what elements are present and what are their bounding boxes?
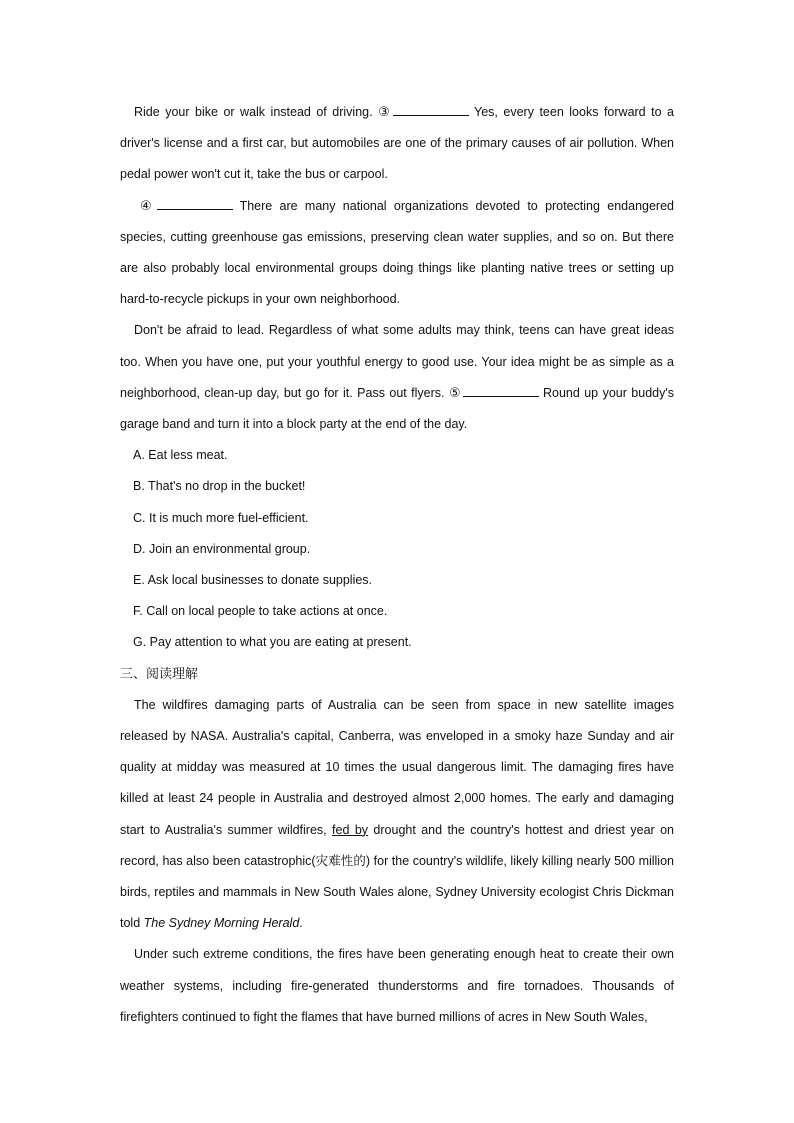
option-b: B. That's no drop in the bucket! <box>133 479 306 494</box>
paragraph-lead <box>120 315 674 440</box>
newspaper-title: The Sydney Morning Herald <box>143 916 300 931</box>
paragraph-groups <box>120 191 674 316</box>
paragraph-groups-text: There are many national organizations devoted to protecting endangered species, cutting greenhouse gas emissions, preserving clean water supplies, and so on. But there are also probably local environmental groups doing things like planting native trees or setting up hard-to-recycle pickups in your own neighborhood. <box>120 198 674 307</box>
option-d: D. Join an environmental group. <box>133 541 311 556</box>
paragraph-lead-text-1: Don't be afraid to lead. Regardless of what some adults may think, teens can have great ideas too. When you have one, put your youthful energy to good use. Your idea might be as simple as a neighborhood, clean-up day, but go for it. Pass out flyers. <box>120 323 674 400</box>
blank-number-3: ③ <box>378 105 392 120</box>
reading-p1-text-2: drought and the country's hottest and driest year on record, has also been catastrophic(灾难性的) for the country's wildlife, likely killing nearly 500 million birds, reptiles and mammals in New South Wales alone, Sydney University ecologist Chris Dickman told <box>120 822 674 931</box>
reading-paragraph-1 <box>120 690 674 940</box>
document-page <box>120 97 674 1033</box>
paragraph-lead-text-2: Round up your buddy's garage band and turn it into a block party at the end of the day. <box>120 385 674 432</box>
underlined-phrase: fed by <box>332 822 369 837</box>
paragraph-bike-text-1: Ride your bike or walk instead of driving. <box>134 105 379 119</box>
option-g: G. Pay attention to what you are eating at present. <box>133 635 412 650</box>
option-e: E. Ask local businesses to donate supplies. <box>133 573 373 588</box>
option-f: F. Call on local people to take actions at once. <box>133 604 388 619</box>
reading-paragraph-2: Under such extreme conditions, the fires have been generating enough heat to create their own weather systems, including fire-generated thunderstorms and fire tornadoes. Thousands of firefighters continued to fight the flames that have burned millions of acres in New South Wales, <box>120 947 674 1024</box>
option-a: A. Eat less meat. <box>133 448 228 463</box>
blank-number-4: ④ <box>140 198 156 214</box>
answer-blank-4[interactable] <box>157 197 233 210</box>
reading-p1-text-1: The wildfires damaging parts of Australia can be seen from space in new satellite images released by NASA. Australia's capital, Canberra, was enveloped in a smoky haze Sunday and air quality at midday was measured at 10 times the usual dangerous limit. The damaging fires have killed at least 24 people in Australia and destroyed almost 2,000 homes. The early and damaging start to Australia's summer wildfires, <box>120 697 674 837</box>
paragraph-bike-text-2: Yes, every teen looks forward to a driver's license and a first car, but automobiles are one of the primary causes of air pollution. When pedal power won't cut it, take the bus or carpool. <box>120 105 675 182</box>
answer-blank-5[interactable] <box>463 384 539 397</box>
reading-p1-text-3: . <box>299 916 303 931</box>
answer-blank-3[interactable] <box>393 103 469 116</box>
section-title: 三、阅读理解 <box>120 666 199 682</box>
blank-number-5: ⑤ <box>448 385 462 401</box>
paragraph-bike <box>120 97 674 191</box>
option-c: C. It is much more fuel-efficient. <box>133 510 309 525</box>
